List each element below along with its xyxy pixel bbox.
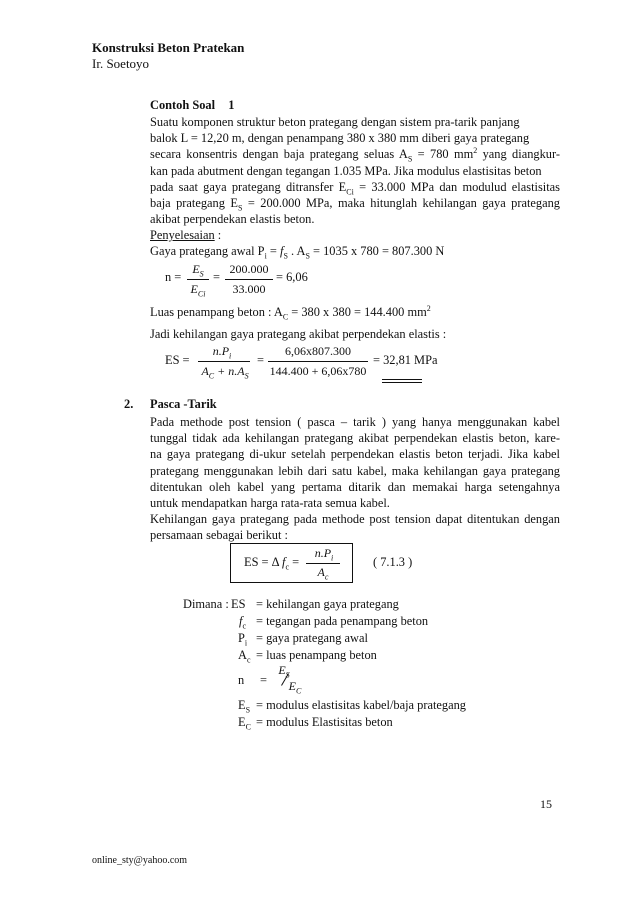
def-symbol: $E_S$ bbox=[238, 698, 251, 715]
n-equals: = bbox=[213, 270, 220, 284]
n-def-denominator: $E_C$ bbox=[288, 679, 302, 696]
where-label: Dimana : bbox=[183, 597, 229, 611]
def-description: = kehilangan gaya prategang bbox=[256, 597, 399, 611]
paragraph-line: Kehilangan gaya prategang pada methode post tension dapat ditentukan dengan bbox=[150, 512, 560, 526]
loss-intro-line: Jadi kehilangan gaya prategang akibat perpendekan elastis : bbox=[150, 327, 447, 341]
n-def-numerator: $E_S$ bbox=[278, 663, 290, 680]
n-value-bar bbox=[225, 279, 273, 280]
es-numerator: $n.P_i$ bbox=[212, 344, 232, 361]
problem-statement bbox=[150, 114, 560, 227]
def-description: = tegangan pada penampang beton bbox=[256, 614, 429, 628]
n-label: n = bbox=[165, 270, 182, 284]
example-title-text: Contoh Soal bbox=[150, 98, 216, 112]
def-description: = luas penampang beton bbox=[256, 648, 377, 662]
n-numerator: $E_S$ bbox=[192, 262, 204, 279]
problem-line: akibat perpendekan elastis beton. bbox=[150, 212, 315, 227]
example-number: 1 bbox=[228, 98, 235, 112]
section-number: 2. bbox=[124, 397, 134, 411]
def-description: = bbox=[260, 673, 267, 687]
example-title bbox=[150, 98, 234, 113]
equation-number: ( 7.1.3 ) bbox=[373, 555, 413, 569]
def-symbol: ES bbox=[231, 597, 246, 611]
es-fraction-bar bbox=[198, 361, 250, 362]
problem-line: Suatu komponen struktur beton prategang dengan sistem pra-tarik panjang bbox=[150, 115, 520, 129]
es-result: = 32,81 MPa bbox=[373, 353, 438, 367]
footer-email: online_sty@yahoo.com bbox=[92, 855, 188, 866]
es-num-value: 6,06x807.300 bbox=[285, 344, 351, 358]
area-line: Luas penampang beton : $A_C = 380$ x 380 = 144.400 $mm^2$ bbox=[150, 303, 431, 322]
def-description: = gaya prategang awal bbox=[256, 631, 368, 645]
paragraph-line: Pada methode post tension ( pasca – tarik ) yang hanya menggunakan kabel bbox=[150, 415, 560, 429]
es-label: ES = bbox=[165, 353, 190, 367]
def-symbol: $f_c$ bbox=[239, 614, 247, 631]
equation-fraction-bar bbox=[306, 563, 340, 564]
book-author: Ir. Soetoyo bbox=[92, 56, 150, 71]
def-symbol: n bbox=[238, 673, 245, 687]
book-title: Konstruksi Beton Pratekan bbox=[92, 40, 245, 55]
def-symbol: $A_c$ bbox=[238, 648, 251, 665]
es-equals: = bbox=[257, 353, 264, 367]
equation-left: ES = Δ $f_c$ = bbox=[244, 555, 300, 572]
equation-denominator: $A_c$ bbox=[317, 565, 329, 582]
problem-line: pada saat gaya prategang ditransfer $E_{Ci} = 33.000$ MPa dan modulud elastisitas bbox=[150, 179, 560, 197]
solution-label: Penyelesaian : bbox=[150, 228, 222, 242]
paragraph-line: na gaya prategang di-ukur setelah perpendekan elastis beton terjadi. Jika kabel bbox=[150, 447, 560, 462]
result-underline-1 bbox=[382, 379, 422, 380]
equation-intro-paragraph bbox=[150, 511, 560, 543]
n-denominator: $E_{Ci}$ bbox=[190, 282, 206, 299]
n-num-value: 200.000 bbox=[229, 262, 269, 276]
paragraph-line: persamaan sebagai berikut : bbox=[150, 528, 288, 543]
paragraph-line: ditentukan oleh kabel yang pertama ditarik dan memakai harga setengahnya bbox=[150, 479, 560, 494]
equation-numerator: $n.P_i$ bbox=[314, 546, 334, 563]
section-title: Pasca -Tarik bbox=[150, 397, 217, 411]
es-den-value: 144.400 + 6,06x780 bbox=[269, 364, 367, 378]
paragraph-line: prategang menggunakan lebih dari satu kabel, maka kehilangan gaya prategang bbox=[150, 463, 560, 478]
def-description: = modulus Elastisitas beton bbox=[256, 715, 393, 729]
initial-force-line: Gaya prategang awal $P_i = f_S$ . $A_S = 1035$ x 780 = 807.300 N bbox=[150, 244, 445, 261]
result-underline-2 bbox=[382, 382, 422, 383]
problem-line: kan pada abutment dengan tegangan 1.035 MPa. Jika modulus elastisitas beton bbox=[150, 163, 542, 178]
problem-line: baja prategang $E_S = 200.000$ MPa, maka hitunglah kehilangan gaya prategang bbox=[150, 196, 560, 213]
n-result: = 6,06 bbox=[276, 270, 308, 284]
paragraph-line: untuk mendapatkan harga rata-rata semua kabel. bbox=[150, 496, 390, 511]
n-den-value: 33.000 bbox=[232, 282, 266, 296]
problem-line: secara konsentris dengan baja prategang seluas $A_S = 780$ $mm^2$ yang diangkur- bbox=[150, 146, 560, 164]
def-symbol: $E_C$ bbox=[238, 715, 251, 732]
paragraph-line: tunggal tidak ada kehilangan prategang akibat perpendekan elastis beton, kare- bbox=[150, 431, 560, 446]
problem-line: balok L = 12,20 m, dengan penampang 380 x 380 mm diberi gaya prategang bbox=[150, 131, 530, 146]
def-symbol: $P_i$ bbox=[238, 631, 248, 648]
page-number: 15 bbox=[540, 797, 552, 811]
es-value-bar bbox=[268, 361, 368, 362]
post-tension-paragraph bbox=[150, 414, 560, 511]
n-fraction-bar bbox=[187, 279, 209, 280]
def-description: = modulus elastisitas kabel/baja prategang bbox=[256, 698, 466, 712]
es-denominator: $A_C + n.A_S$ bbox=[201, 364, 249, 381]
